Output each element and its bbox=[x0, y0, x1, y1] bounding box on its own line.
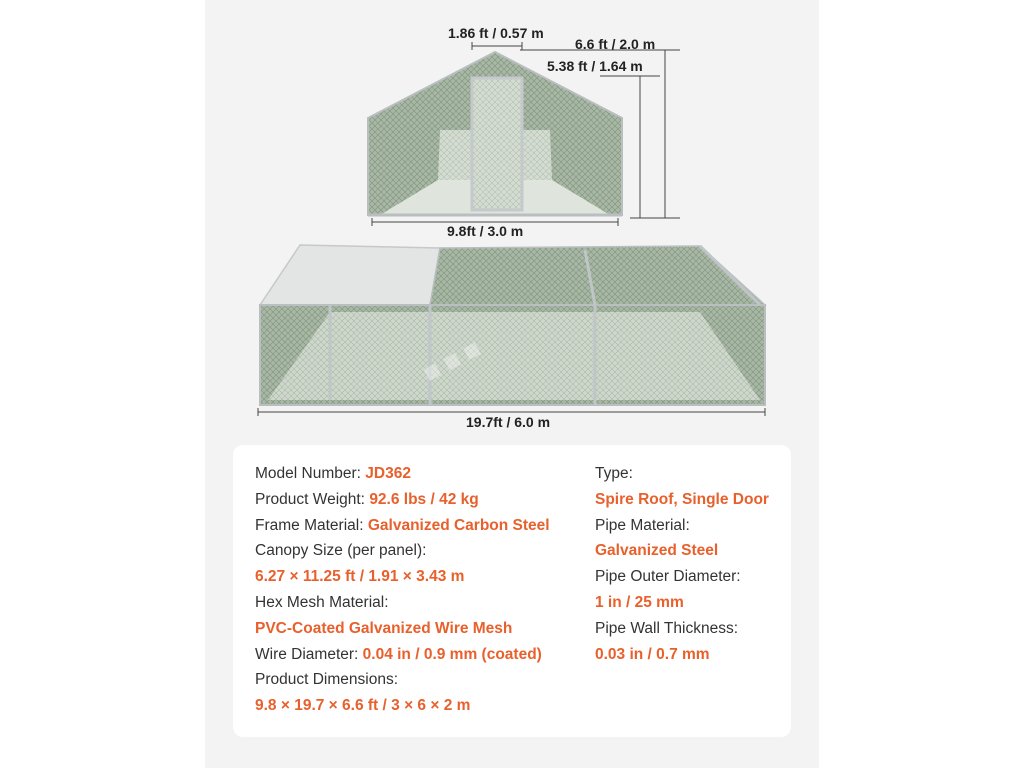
spec-row: Model Number: JD362 bbox=[255, 465, 411, 482]
side-view bbox=[260, 245, 765, 405]
spec-row: Pipe Outer Diameter: bbox=[595, 568, 741, 586]
spec-row: 0.03 in / 0.7 mm bbox=[595, 645, 710, 663]
spec-row: Product Weight: 92.6 lbs / 42 kg bbox=[255, 490, 479, 508]
spec-row: 1 in / 25 mm bbox=[595, 593, 684, 611]
spec-row: Pipe Material: bbox=[595, 516, 690, 534]
total-height-label: 6.6 ft / 2.0 m bbox=[575, 36, 656, 52]
spec-row: Frame Material: Galvanized Carbon Steel bbox=[255, 516, 550, 534]
spec-row: Canopy Size (per panel): bbox=[255, 542, 427, 560]
spec-row: Galvanized Steel bbox=[595, 542, 719, 560]
watermark: ▪▪▪ bbox=[410, 318, 497, 402]
spec-row: Hex Mesh Material: bbox=[255, 593, 389, 611]
front-view bbox=[368, 52, 622, 215]
spec-row: Product Dimensions: bbox=[255, 671, 399, 689]
spec-column-left bbox=[255, 461, 550, 719]
door-width-label: 1.86 ft / 0.57 m bbox=[448, 25, 544, 41]
spec-row: 9.8 × 19.7 × 6.6 ft / 3 × 6 × 2 m bbox=[255, 697, 471, 715]
spec-row: Type: bbox=[595, 465, 633, 482]
spec-row: Wire Diameter: 0.04 in / 0.9 mm (coated) bbox=[255, 645, 542, 663]
spec-row: Pipe Wall Thickness: bbox=[595, 619, 738, 637]
side-height-label: 5.38 ft / 1.64 m bbox=[547, 58, 643, 74]
spec-row: Spire Roof, Single Door bbox=[595, 490, 769, 508]
length-label: 19.7ft / 6.0 m bbox=[466, 414, 551, 430]
spec-column-right bbox=[595, 461, 769, 667]
spec-card bbox=[233, 445, 791, 737]
spec-row: PVC-Coated Galvanized Wire Mesh bbox=[255, 619, 513, 637]
width-label: 9.8ft / 3.0 m bbox=[447, 223, 524, 239]
spec-row: 6.27 × 11.25 ft / 1.91 × 3.43 m bbox=[255, 568, 465, 586]
